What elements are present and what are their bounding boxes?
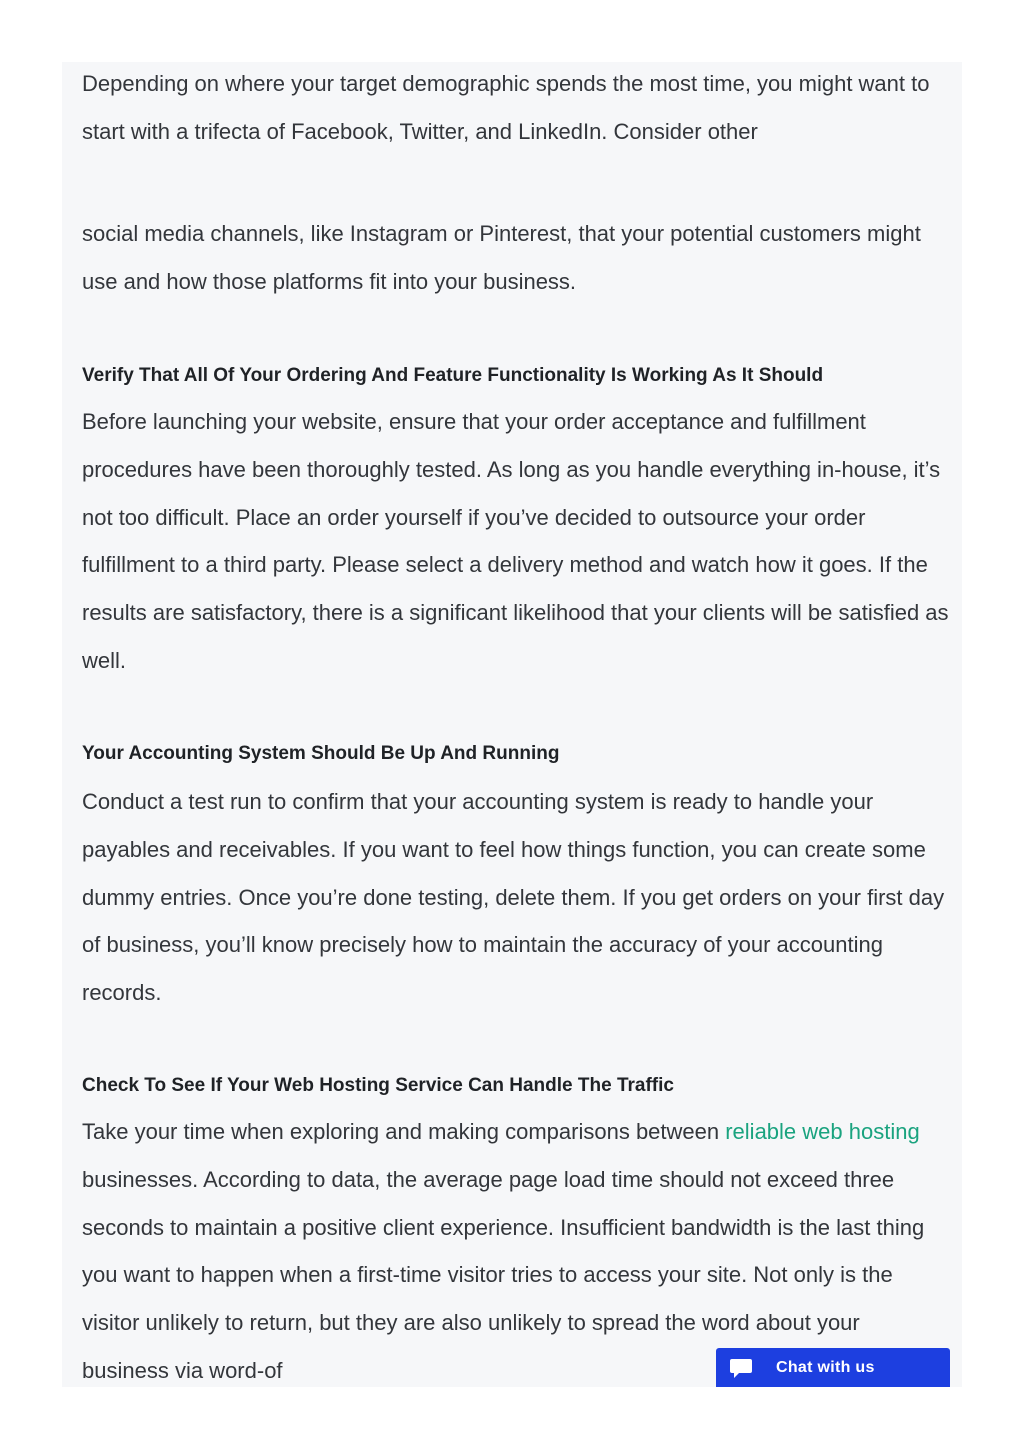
section-heading-accounting: Your Accounting System Should Be Up And Running [82, 743, 560, 764]
section-heading-ordering: Verify That All Of Your Ordering And Feature Functionality Is Working As It Should [82, 365, 824, 386]
section-body-hosting [82, 1108, 950, 1387]
intro-paragraph-part2: social media channels, like Instagram or Pinterest, that your potential customers might use and how those platforms fit into your business. [82, 221, 921, 294]
chat-with-us-button[interactable] [716, 1348, 950, 1387]
article-panel [62, 62, 962, 1387]
hosting-text-after-link: businesses. According to data, the average page load time should not exceed three seconds to maintain a positive client experience. Insufficient bandwidth is the last thing you want to happen when a first-time visitor tries to access your site. Not only is the visitor unlikely to return, but they are also unlikely to spread the word about your business via word-of [82, 1166, 925, 1383]
chat-button-label: Chat with us [776, 1358, 875, 1376]
section-body-accounting: Conduct a test run to confirm that your accounting system is ready to handle your payables and receivables. If you want to feel how things function, you can create some dummy entries. Once you’re done testing, delete them. If you get orders on your first day of business, you’ll know precisely how to maintain the accuracy of your accounting records. [82, 789, 945, 1006]
hosting-text-before-link: Take your time when exploring and making comparisons between [82, 1119, 726, 1144]
chat-bubble-icon [728, 1355, 754, 1381]
section-body-ordering: Before launching your website, ensure that your order acceptance and fulfillment procedures have been thoroughly tested. As long as you handle everything in-house, it’s not too difficult. Place an order yourself if you’ve decided to outsource your order fulfillment to a third party. Please select a delivery method and watch how it goes. If the results are satisfactory, there is a significant likelihood that your clients will be satisfied as well. [82, 409, 949, 673]
intro-paragraph-part1: Depending on where your target demographic spends the most time, you might want to start with a trifecta of Facebook, Twitter, and LinkedIn. Consider other [82, 71, 930, 144]
section-heading-hosting: Check To See If Your Web Hosting Service Can Handle The Traffic [82, 1075, 674, 1096]
reliable-web-hosting-link[interactable]: reliable web hosting [725, 1119, 920, 1144]
